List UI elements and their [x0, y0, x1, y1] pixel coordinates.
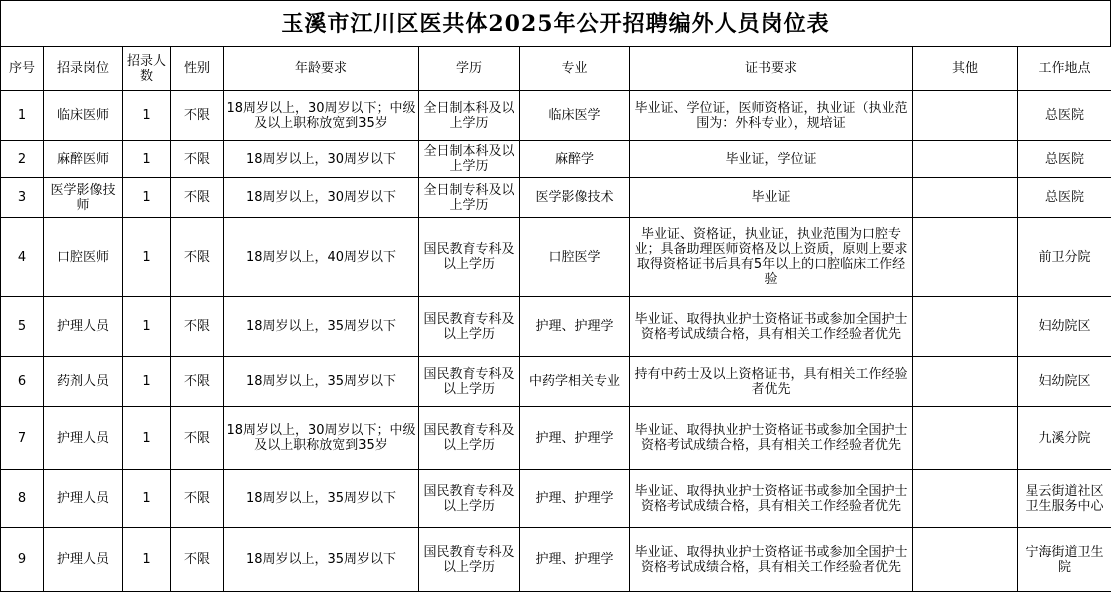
cell-post: 药剂人员 — [44, 357, 123, 407]
cell-no: 6 — [1, 357, 44, 407]
col-header-education: 学历 — [419, 47, 520, 91]
cell-place: 前卫分院 — [1018, 218, 1111, 297]
table-row — [1, 178, 1111, 218]
cell-other — [913, 357, 1018, 407]
cell-certificate: 毕业证，学位证 — [630, 141, 913, 178]
cell-certificate: 毕业证 — [630, 178, 913, 218]
cell-post: 口腔医师 — [44, 218, 123, 297]
cell-major: 护理、护理学 — [520, 528, 630, 592]
cell-other — [913, 407, 1018, 470]
cell-place: 总医院 — [1018, 178, 1111, 218]
col-header-major: 专业 — [520, 47, 630, 91]
cell-certificate: 毕业证、取得执业护士资格证书或参加全国护士资格考试成绩合格，具有相关工作经验者优先 — [630, 470, 913, 528]
cell-certificate: 持有中药士及以上资格证书，具有相关工作经验者优先 — [630, 357, 913, 407]
table-row — [1, 470, 1111, 528]
cell-age: 18周岁以上，40周岁以下 — [224, 218, 419, 297]
cell-major: 中药学相关专业 — [520, 357, 630, 407]
cell-count: 1 — [123, 141, 171, 178]
cell-count: 1 — [123, 218, 171, 297]
cell-certificate: 毕业证、取得执业护士资格证书或参加全国护士资格考试成绩合格，具有相关工作经验者优先 — [630, 407, 913, 470]
col-header-other: 其他 — [913, 47, 1018, 91]
cell-gender: 不限 — [171, 218, 224, 297]
col-header-no: 序号 — [1, 47, 44, 91]
cell-place: 妇幼院区 — [1018, 297, 1111, 357]
cell-count: 1 — [123, 407, 171, 470]
cell-education: 国民教育专科及以上学历 — [419, 407, 520, 470]
cell-major: 口腔医学 — [520, 218, 630, 297]
cell-major: 临床医学 — [520, 91, 630, 141]
cell-place: 总医院 — [1018, 91, 1111, 141]
cell-education: 全日制本科及以上学历 — [419, 91, 520, 141]
cell-certificate: 毕业证、取得执业护士资格证书或参加全国护士资格考试成绩合格，具有相关工作经验者优先 — [630, 528, 913, 592]
cell-count: 1 — [123, 178, 171, 218]
table-row — [1, 297, 1111, 357]
table-row — [1, 141, 1111, 178]
table-row — [1, 528, 1111, 592]
cell-major: 护理、护理学 — [520, 407, 630, 470]
cell-other — [913, 141, 1018, 178]
cell-post: 医学影像技师 — [44, 178, 123, 218]
cell-education: 国民教育专科及以上学历 — [419, 218, 520, 297]
cell-gender: 不限 — [171, 357, 224, 407]
col-header-gender: 性别 — [171, 47, 224, 91]
positions-table — [0, 46, 1111, 592]
col-header-age: 年龄要求 — [224, 47, 419, 91]
cell-education: 国民教育专科及以上学历 — [419, 528, 520, 592]
cell-no: 4 — [1, 218, 44, 297]
cell-post: 护理人员 — [44, 407, 123, 470]
cell-other — [913, 91, 1018, 141]
cell-place: 宁海街道卫生院 — [1018, 528, 1111, 592]
cell-major: 护理、护理学 — [520, 470, 630, 528]
cell-gender: 不限 — [171, 470, 224, 528]
cell-gender: 不限 — [171, 141, 224, 178]
cell-count: 1 — [123, 528, 171, 592]
col-header-certificate: 证书要求 — [630, 47, 913, 91]
cell-age: 18周岁以上，35周岁以下 — [224, 528, 419, 592]
cell-major: 医学影像技术 — [520, 178, 630, 218]
table-row — [1, 91, 1111, 141]
cell-age: 18周岁以上，35周岁以下 — [224, 357, 419, 407]
cell-certificate: 毕业证、学位证，医师资格证，执业证（执业范围为：外科专业），规培证 — [630, 91, 913, 141]
cell-gender: 不限 — [171, 178, 224, 218]
page-title: 玉溪市江川区医共体2025年公开招聘编外人员岗位表 — [0, 0, 1111, 46]
cell-no: 7 — [1, 407, 44, 470]
cell-age: 18周岁以上，35周岁以下 — [224, 470, 419, 528]
cell-major: 麻醉学 — [520, 141, 630, 178]
cell-other — [913, 297, 1018, 357]
cell-count: 1 — [123, 470, 171, 528]
cell-place: 总医院 — [1018, 141, 1111, 178]
cell-education: 全日制本科及以上学历 — [419, 141, 520, 178]
cell-age: 18周岁以上，30周岁以下 — [224, 178, 419, 218]
cell-no: 3 — [1, 178, 44, 218]
cell-no: 2 — [1, 141, 44, 178]
cell-post: 麻醉医师 — [44, 141, 123, 178]
cell-gender: 不限 — [171, 297, 224, 357]
cell-education: 国民教育专科及以上学历 — [419, 297, 520, 357]
col-header-count: 招录人数 — [123, 47, 171, 91]
cell-age: 18周岁以上，30周岁以下 — [224, 141, 419, 178]
cell-certificate: 毕业证、资格证，执业证，执业范围为口腔专业；具备助理医师资格及以上资质，原则上要求取得资格证书后具有5年以上的口腔临床工作经验 — [630, 218, 913, 297]
cell-education: 全日制专科及以上学历 — [419, 178, 520, 218]
cell-post: 护理人员 — [44, 297, 123, 357]
cell-post: 护理人员 — [44, 470, 123, 528]
cell-no: 8 — [1, 470, 44, 528]
cell-age: 18周岁以上，30周岁以下；中级及以上职称放宽到35岁 — [224, 91, 419, 141]
cell-other — [913, 218, 1018, 297]
cell-gender: 不限 — [171, 91, 224, 141]
table-row — [1, 357, 1111, 407]
cell-post: 临床医师 — [44, 91, 123, 141]
cell-other — [913, 470, 1018, 528]
cell-major: 护理、护理学 — [520, 297, 630, 357]
cell-gender: 不限 — [171, 528, 224, 592]
cell-no: 9 — [1, 528, 44, 592]
col-header-place: 工作地点 — [1018, 47, 1111, 91]
cell-count: 1 — [123, 357, 171, 407]
header-row — [1, 47, 1111, 91]
cell-certificate: 毕业证、取得执业护士资格证书或参加全国护士资格考试成绩合格，具有相关工作经验者优先 — [630, 297, 913, 357]
cell-place: 妇幼院区 — [1018, 357, 1111, 407]
cell-education: 国民教育专科及以上学历 — [419, 470, 520, 528]
table-row — [1, 218, 1111, 297]
cell-age: 18周岁以上，35周岁以下 — [224, 297, 419, 357]
cell-count: 1 — [123, 91, 171, 141]
cell-gender: 不限 — [171, 407, 224, 470]
cell-other — [913, 528, 1018, 592]
cell-other — [913, 178, 1018, 218]
col-header-post: 招录岗位 — [44, 47, 123, 91]
cell-place: 星云街道社区卫生服务中心 — [1018, 470, 1111, 528]
table-row — [1, 407, 1111, 470]
cell-count: 1 — [123, 297, 171, 357]
cell-age: 18周岁以上，30周岁以下；中级及以上职称放宽到35岁 — [224, 407, 419, 470]
cell-education: 国民教育专科及以上学历 — [419, 357, 520, 407]
cell-post: 护理人员 — [44, 528, 123, 592]
cell-no: 1 — [1, 91, 44, 141]
cell-no: 5 — [1, 297, 44, 357]
cell-place: 九溪分院 — [1018, 407, 1111, 470]
